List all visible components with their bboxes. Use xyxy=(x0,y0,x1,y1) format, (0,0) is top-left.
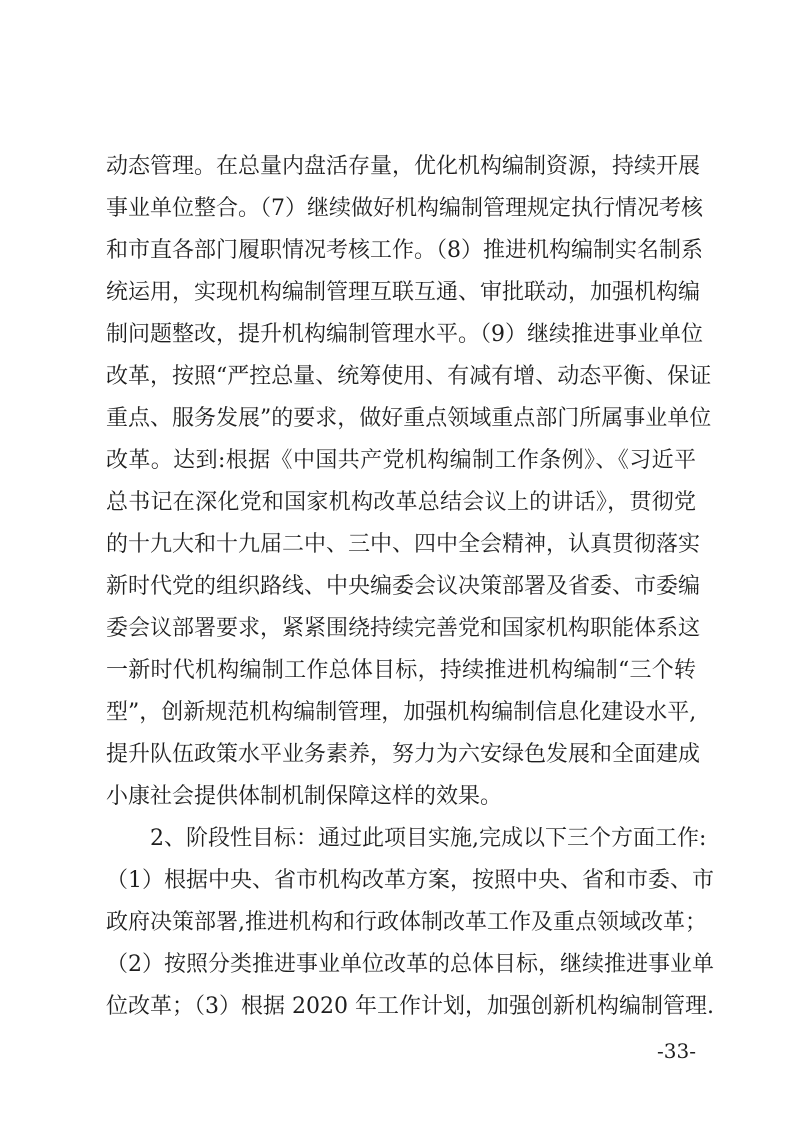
text-line: 重点、服务发展”的要求，做好重点领域重点部门所属事业单位 xyxy=(106,406,712,431)
text-line: 委会议部署要求，紧紧围绕持续完善党和国家机构职能体系这 xyxy=(106,616,701,641)
text-line: 一新时代机构编制工作总体目标，持续推进机构编制“三个转 xyxy=(106,658,696,683)
text-line: 小康社会提供体制机制保障这样的效果。 xyxy=(106,784,503,809)
text-line: 2、阶段性目标：通过此项目实施,完成以下三个方面工作: xyxy=(150,826,707,851)
text-line: 位改革；（3）根据 2020 年工作计划，加强创新机构编制管理. xyxy=(106,994,714,1019)
text-line: 提升队伍政策水平业务素养，努力为六安绿色发展和全面建成 xyxy=(106,742,701,767)
text-line: 和市直各部门履职情况考核工作。（8）推进机构编制实名制系 xyxy=(106,238,703,263)
text-line: （1）根据中央、省市机构改革方案，按照中央、省和市委、市 xyxy=(106,868,714,893)
text-line: 型”，创新规范机构编制管理，加强机构编制信息化建设水平, xyxy=(106,700,697,725)
text-line: 的十九大和十九届二中、三中、四中全会精神，认真贯彻落实 xyxy=(106,532,701,557)
text-line: 事业单位整合。（7）继续做好机构编制管理规定执行情况考核 xyxy=(106,196,703,221)
text-line: 改革，按照“严控总量、统筹使用、有减有增、动态平衡、保证 xyxy=(106,364,712,389)
text-line: 动态管理。在总量内盘活存量，优化机构编制资源，持续开展 xyxy=(106,154,701,179)
text-line: 总书记在深化党和国家机构改革总结会议上的讲话》，贯彻党 xyxy=(106,490,696,515)
text-line: 统运用，实现机构编制管理互联互通、审批联动，加强机构编 xyxy=(106,280,701,305)
text-line: 制问题整改，提升机构编制管理水平。（9）继续推进事业单位 xyxy=(106,322,703,347)
text-line: 政府决策部署,推进机构和行政体制改革工作及重点领域改革； xyxy=(106,910,707,935)
text-line: 改革。达到:根据《中国共产党机构编制工作条例》、《习近平 xyxy=(106,448,696,473)
text-line: 新时代党的组织路线、中央编委会议决策部署及省委、市委编 xyxy=(106,574,701,599)
page-number: -33- xyxy=(657,1039,696,1063)
text-line: （2）按照分类推进事业单位改革的总体目标，继续推进事业单 xyxy=(106,952,714,977)
